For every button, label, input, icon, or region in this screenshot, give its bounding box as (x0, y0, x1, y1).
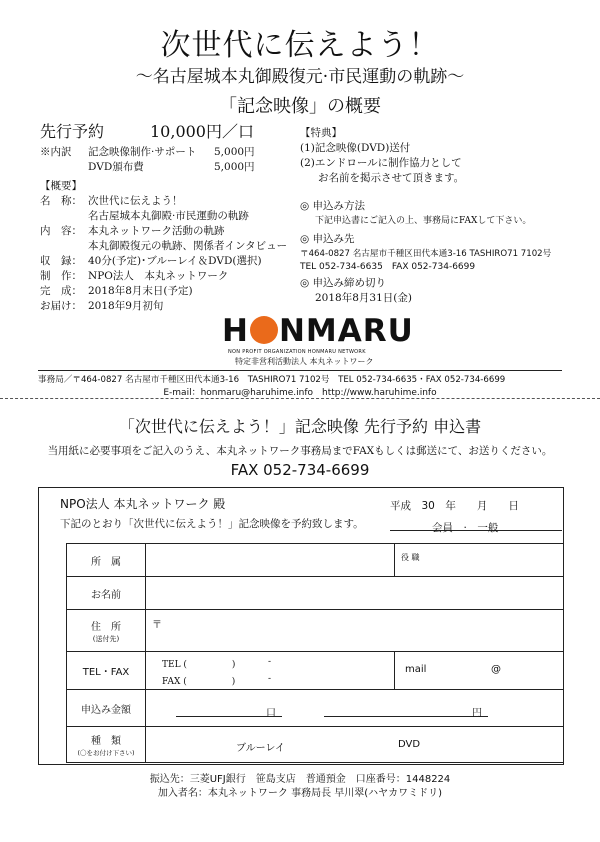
deadline-date: 2018年8月31日(金) (315, 292, 412, 304)
summary-record: 40分(予定)･ブルーレイ＆DVD(選択) (88, 255, 262, 267)
summary-heading: 【概要】 (40, 180, 82, 192)
benefit-2-cont: お名前を掲示させて頂きます。 (318, 172, 465, 184)
type-label: 種 類 (91, 735, 121, 747)
page-title: 次世代に伝えよう！ (160, 28, 440, 63)
summary-content-2: 本丸御殿復元の軌跡、関係者インタビュー (88, 240, 288, 252)
summary-name-1: 次世代に伝えよう！ (88, 195, 183, 207)
method-text: 下記申込書にご記入の上、事務局にFAXして下さい。 (315, 216, 532, 226)
form-fax: FAX 052-734-6699 (230, 461, 370, 479)
page-subtitle: 〜名古屋城本丸御殿復元·市民運動の軌跡〜 (135, 67, 465, 87)
summary-record-label: 収 録： (40, 255, 82, 267)
office-line-2: E-mail：honmaru@haruhime.info http://www.haruhime.info (163, 388, 437, 398)
method-heading: ◎ 申込み方法 (300, 200, 365, 212)
postal-mark: 〒 (152, 620, 162, 631)
breakdown-label: ※内訳 (40, 146, 72, 158)
fax-field: FAX ( ) (162, 677, 236, 687)
address-label-cell (67, 610, 146, 652)
logo-text-post: NMARU (278, 313, 414, 349)
member-type[interactable]: 会員 · 一般 (432, 522, 499, 534)
summary-complete: 2018年8月末日(予定) (88, 285, 193, 297)
form-table (66, 543, 564, 763)
payment-line-1: 振込先：三菱UFJ銀行 笹島支店 普通預金 口座番号：1448224 (149, 774, 451, 785)
summary-delivery-label: お届け： (40, 300, 82, 312)
name-label: お名前 (67, 577, 146, 610)
breakdown-item-1: 記念映像制作·サポート (88, 146, 197, 158)
summary-prod: NPO法人 本丸ネットワーク (88, 270, 229, 282)
summary-content-1: 本丸ネットワーク活動の軌跡 (88, 225, 225, 237)
type-field[interactable] (146, 727, 564, 763)
office-line-1: 事務局／〒464-0827 名古屋市千種区田代本通3-16 TASHIRO71 7102号 TEL 052-734-6635・FAX 052-734-6699 (38, 375, 506, 385)
title-field[interactable] (395, 544, 564, 577)
option-dvd[interactable]: DVD (398, 739, 421, 750)
deadline-heading: ◎ 申込み締め切り (300, 277, 386, 289)
form-statement: 下記のとおり「次世代に伝えよう！」記念映像を予約致します。 (60, 518, 364, 530)
summary-complete-label: 完 成： (40, 285, 82, 297)
address-sub-label: (送付先) (92, 634, 120, 643)
payment-line-2: 加入者名：本丸ネットワーク 事務局長 早川翠(ハヤカワミドリ) (157, 788, 443, 799)
breakdown-price-2: 5,000円 (214, 161, 255, 173)
form-date[interactable]: 平成 30 年 月 日 (390, 500, 519, 512)
title-label: 役 職 (401, 553, 420, 562)
type-sub-label: (〇をお付け下さい) (77, 748, 135, 757)
affiliation-label: 所 属 (67, 544, 146, 577)
tel-field: TEL ( ) (162, 660, 236, 670)
cut-line (0, 398, 600, 399)
logo-org-name: 特定非営利活動法人 本丸ネットワーク (235, 357, 374, 366)
addressee: NPO法人 本丸ネットワーク 殿 (60, 497, 226, 511)
tel-fax-field[interactable] (146, 652, 395, 690)
unit-yen: 円 (472, 708, 482, 719)
preorder-price: 10,000円／口 (150, 122, 254, 141)
breakdown-price-1: 5,000円 (214, 146, 255, 158)
option-bluray[interactable]: ブルーレイ (236, 743, 285, 754)
name-field[interactable] (146, 577, 564, 610)
section-heading: 「記念映像」の概要 (219, 96, 381, 117)
amount-label: 申込み金額 (67, 690, 146, 727)
summary-delivery: 2018年9月初旬 (88, 300, 164, 312)
logo-tagline: NON PROFIT ORGANIZATION HONMARU NETWORK (228, 349, 366, 355)
mail-at: @ (491, 664, 501, 675)
logo-text-pre: H (222, 313, 249, 349)
address-label: 住 所 (91, 621, 121, 633)
benefit-1: (1)記念映像(DVD)送付 (300, 142, 411, 154)
dest-heading: ◎ 申込み先 (300, 233, 355, 245)
dest-address: 〒464-0827 名古屋市千種区田代本通3-16 TASHIRO71 7102号 (300, 249, 552, 259)
mail-label: mail (405, 664, 427, 675)
summary-name-2: 名古屋城本丸御殿·市民運動の軌跡 (88, 210, 249, 222)
fax-hyphen: - (268, 674, 272, 684)
honmaru-logo (222, 313, 414, 349)
benefits-heading: 【特典】 (300, 127, 342, 139)
mail-field[interactable] (395, 652, 564, 690)
benefit-2: (2)エンドロールに制作協力として (300, 157, 462, 169)
preorder-label: 先行予約 (40, 122, 105, 141)
amount-field[interactable] (146, 690, 564, 727)
summary-prod-label: 制 作： (40, 270, 82, 282)
form-title: 「次世代に伝えよう！」記念映像 先行予約 申込書 (118, 417, 482, 436)
form-intro: 当用紙に必要事項をご記入のうえ、本丸ネットワーク事務局までFAXもしくは郵送にて、お送りください。 (47, 445, 553, 457)
summary-content-label: 内 容： (40, 225, 82, 237)
dest-phone: TEL 052-734-6635 FAX 052-734-6699 (300, 262, 476, 272)
unit-kuchi: 口 (266, 708, 276, 719)
type-label-cell (67, 727, 146, 763)
tel-hyphen: - (268, 657, 272, 667)
address-field[interactable] (146, 610, 564, 652)
summary-name-label: 名 称： (40, 195, 82, 207)
affiliation-field[interactable] (146, 544, 395, 577)
contact-label: TEL・FAX (67, 652, 146, 690)
breakdown-item-2: DVD頒布費 (88, 161, 144, 173)
logo-sun-icon (250, 316, 278, 344)
